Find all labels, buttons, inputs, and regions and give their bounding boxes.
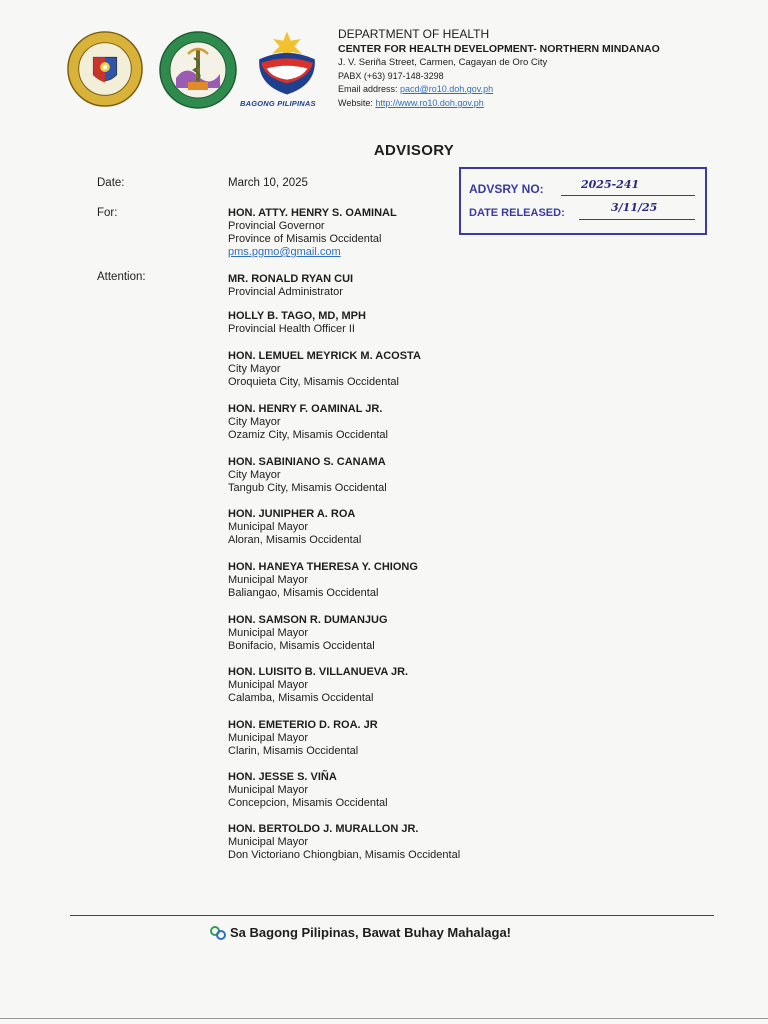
advisory-stamp [459, 167, 707, 235]
attention-entry [228, 403, 388, 442]
attention-position: Municipal Mayor [228, 732, 309, 744]
footer-slogan: Sa Bagong Pilipinas, Bawat Buhay Mahalaga! [230, 925, 512, 940]
center-name: CENTER FOR HEALTH DEVELOPMENT- NORTHERN MINDANAO [338, 43, 660, 55]
pabx-number: PABX (+63) 917-148-3298 [338, 71, 444, 81]
stamp-advisory-line [561, 195, 695, 196]
attention-entry [228, 508, 361, 547]
attention-position: City Mayor [228, 363, 281, 375]
addressee-place: Province of Misamis Occidental [228, 233, 382, 245]
attention-position: Municipal Mayor [228, 836, 309, 848]
office-address: J. V. Seriña Street, Carmen, Cagayan de Oro City [338, 57, 548, 68]
attention-name: HON. HANEYA THERESA Y. CHIONG [228, 561, 418, 573]
website-label: Website: [338, 98, 373, 108]
attention-place: Calamba, Misamis Occidental [228, 692, 374, 704]
attention-name: HON. EMETERIO D. ROA. JR [228, 719, 378, 731]
stamp-date-label: DATE RELEASED: [469, 207, 565, 219]
attention-position: Provincial Health Officer II [228, 323, 355, 335]
attention-place: Aloran, Misamis Occidental [228, 534, 362, 546]
attention-name: HON. SAMSON R. DUMANJUG [228, 614, 388, 626]
attention-entry [228, 823, 460, 862]
attention-position: Municipal Mayor [228, 679, 309, 691]
attention-entry [228, 666, 408, 705]
attention-name: HON. HENRY F. OAMINAL JR. [228, 403, 383, 415]
addressee-block [228, 207, 397, 259]
email-link[interactable]: pacd@ro10.doh.gov.ph [400, 84, 494, 94]
department-of-health-seal-icon [158, 30, 238, 110]
for-label: For: [97, 207, 118, 219]
bagong-pilipinas-text: BAGONG PILIPINAS [240, 99, 316, 108]
attention-position: City Mayor [228, 416, 281, 428]
attention-position: Municipal Mayor [228, 521, 309, 533]
attention-position: Municipal Mayor [228, 574, 309, 586]
addressee-email-link[interactable]: pms.pgmo@gmail.com [228, 246, 341, 258]
attention-entry [228, 273, 353, 299]
stamp-advisory-label: ADVSRY NO: [469, 182, 544, 196]
attention-position: Municipal Mayor [228, 784, 309, 796]
attention-name: HON. JESSE S. VIÑA [228, 771, 337, 783]
attention-entry [228, 771, 388, 810]
attention-label: Attention: [97, 271, 146, 283]
attention-place: Ozamiz City, Misamis Occidental [228, 429, 388, 441]
attention-entry [228, 310, 366, 336]
stamp-advisory-number: 2025-241 [581, 178, 640, 191]
attention-name: HON. SABINIANO S. CANAMA [228, 456, 386, 468]
email-label: Email address: [338, 84, 398, 94]
attention-position: City Mayor [228, 469, 281, 481]
bagong-pilipinas-logo-icon [250, 26, 324, 100]
philippine-republic-seal-icon [66, 30, 144, 108]
attention-name: HON. LEMUEL MEYRICK M. ACOSTA [228, 350, 421, 362]
attention-place: Clarin, Misamis Occidental [228, 745, 359, 757]
attention-name: HON. BERTOLDO J. MURALLON JR. [228, 823, 419, 835]
attention-entry [228, 719, 378, 758]
attention-name: HOLLY B. TAGO, MD, MPH [228, 310, 366, 322]
date-label: Date: [97, 177, 125, 189]
website-link[interactable]: http://www.ro10.doh.gov.ph [375, 98, 484, 108]
attention-place: Oroquieta City, Misamis Occidental [228, 376, 399, 388]
addressee-name: HON. ATTY. HENRY S. OAMINAL [228, 207, 397, 219]
attention-position: Provincial Administrator [228, 286, 343, 298]
attention-place: Bonifacio, Misamis Occidental [228, 640, 375, 652]
attention-entry [228, 350, 421, 389]
attention-place: Tangub City, Misamis Occidental [228, 482, 387, 494]
attention-place: Baliangao, Misamis Occidental [228, 587, 379, 599]
email-line [338, 83, 493, 95]
attention-name: MR. RONALD RYAN CUI [228, 273, 354, 285]
attention-entry [228, 561, 418, 600]
footer-divider [70, 915, 714, 916]
stamp-date-released: 3/11/25 [611, 201, 658, 214]
page-bottom-edge [0, 1018, 768, 1019]
attention-entry [228, 456, 387, 495]
stamp-date-line [579, 219, 695, 220]
addressee-position: Provincial Governor [228, 220, 325, 232]
document-title: ADVISORY [373, 142, 455, 159]
attention-entry [228, 614, 388, 653]
bagong-pilipinas-swirl-icon [208, 924, 228, 942]
attention-name: HON. LUISITO B. VILLANUEVA JR. [228, 666, 409, 678]
attention-position: Municipal Mayor [228, 627, 309, 639]
attention-name: HON. JUNIPHER A. ROA [228, 508, 356, 520]
date-value: March 10, 2025 [228, 177, 308, 189]
attention-place: Concepcion, Misamis Occidental [228, 797, 388, 809]
attention-place: Don Victoriano Chiongbian, Misamis Occidental [228, 849, 461, 861]
department-name: DEPARTMENT OF HEALTH [338, 27, 490, 41]
website-line [338, 97, 484, 109]
